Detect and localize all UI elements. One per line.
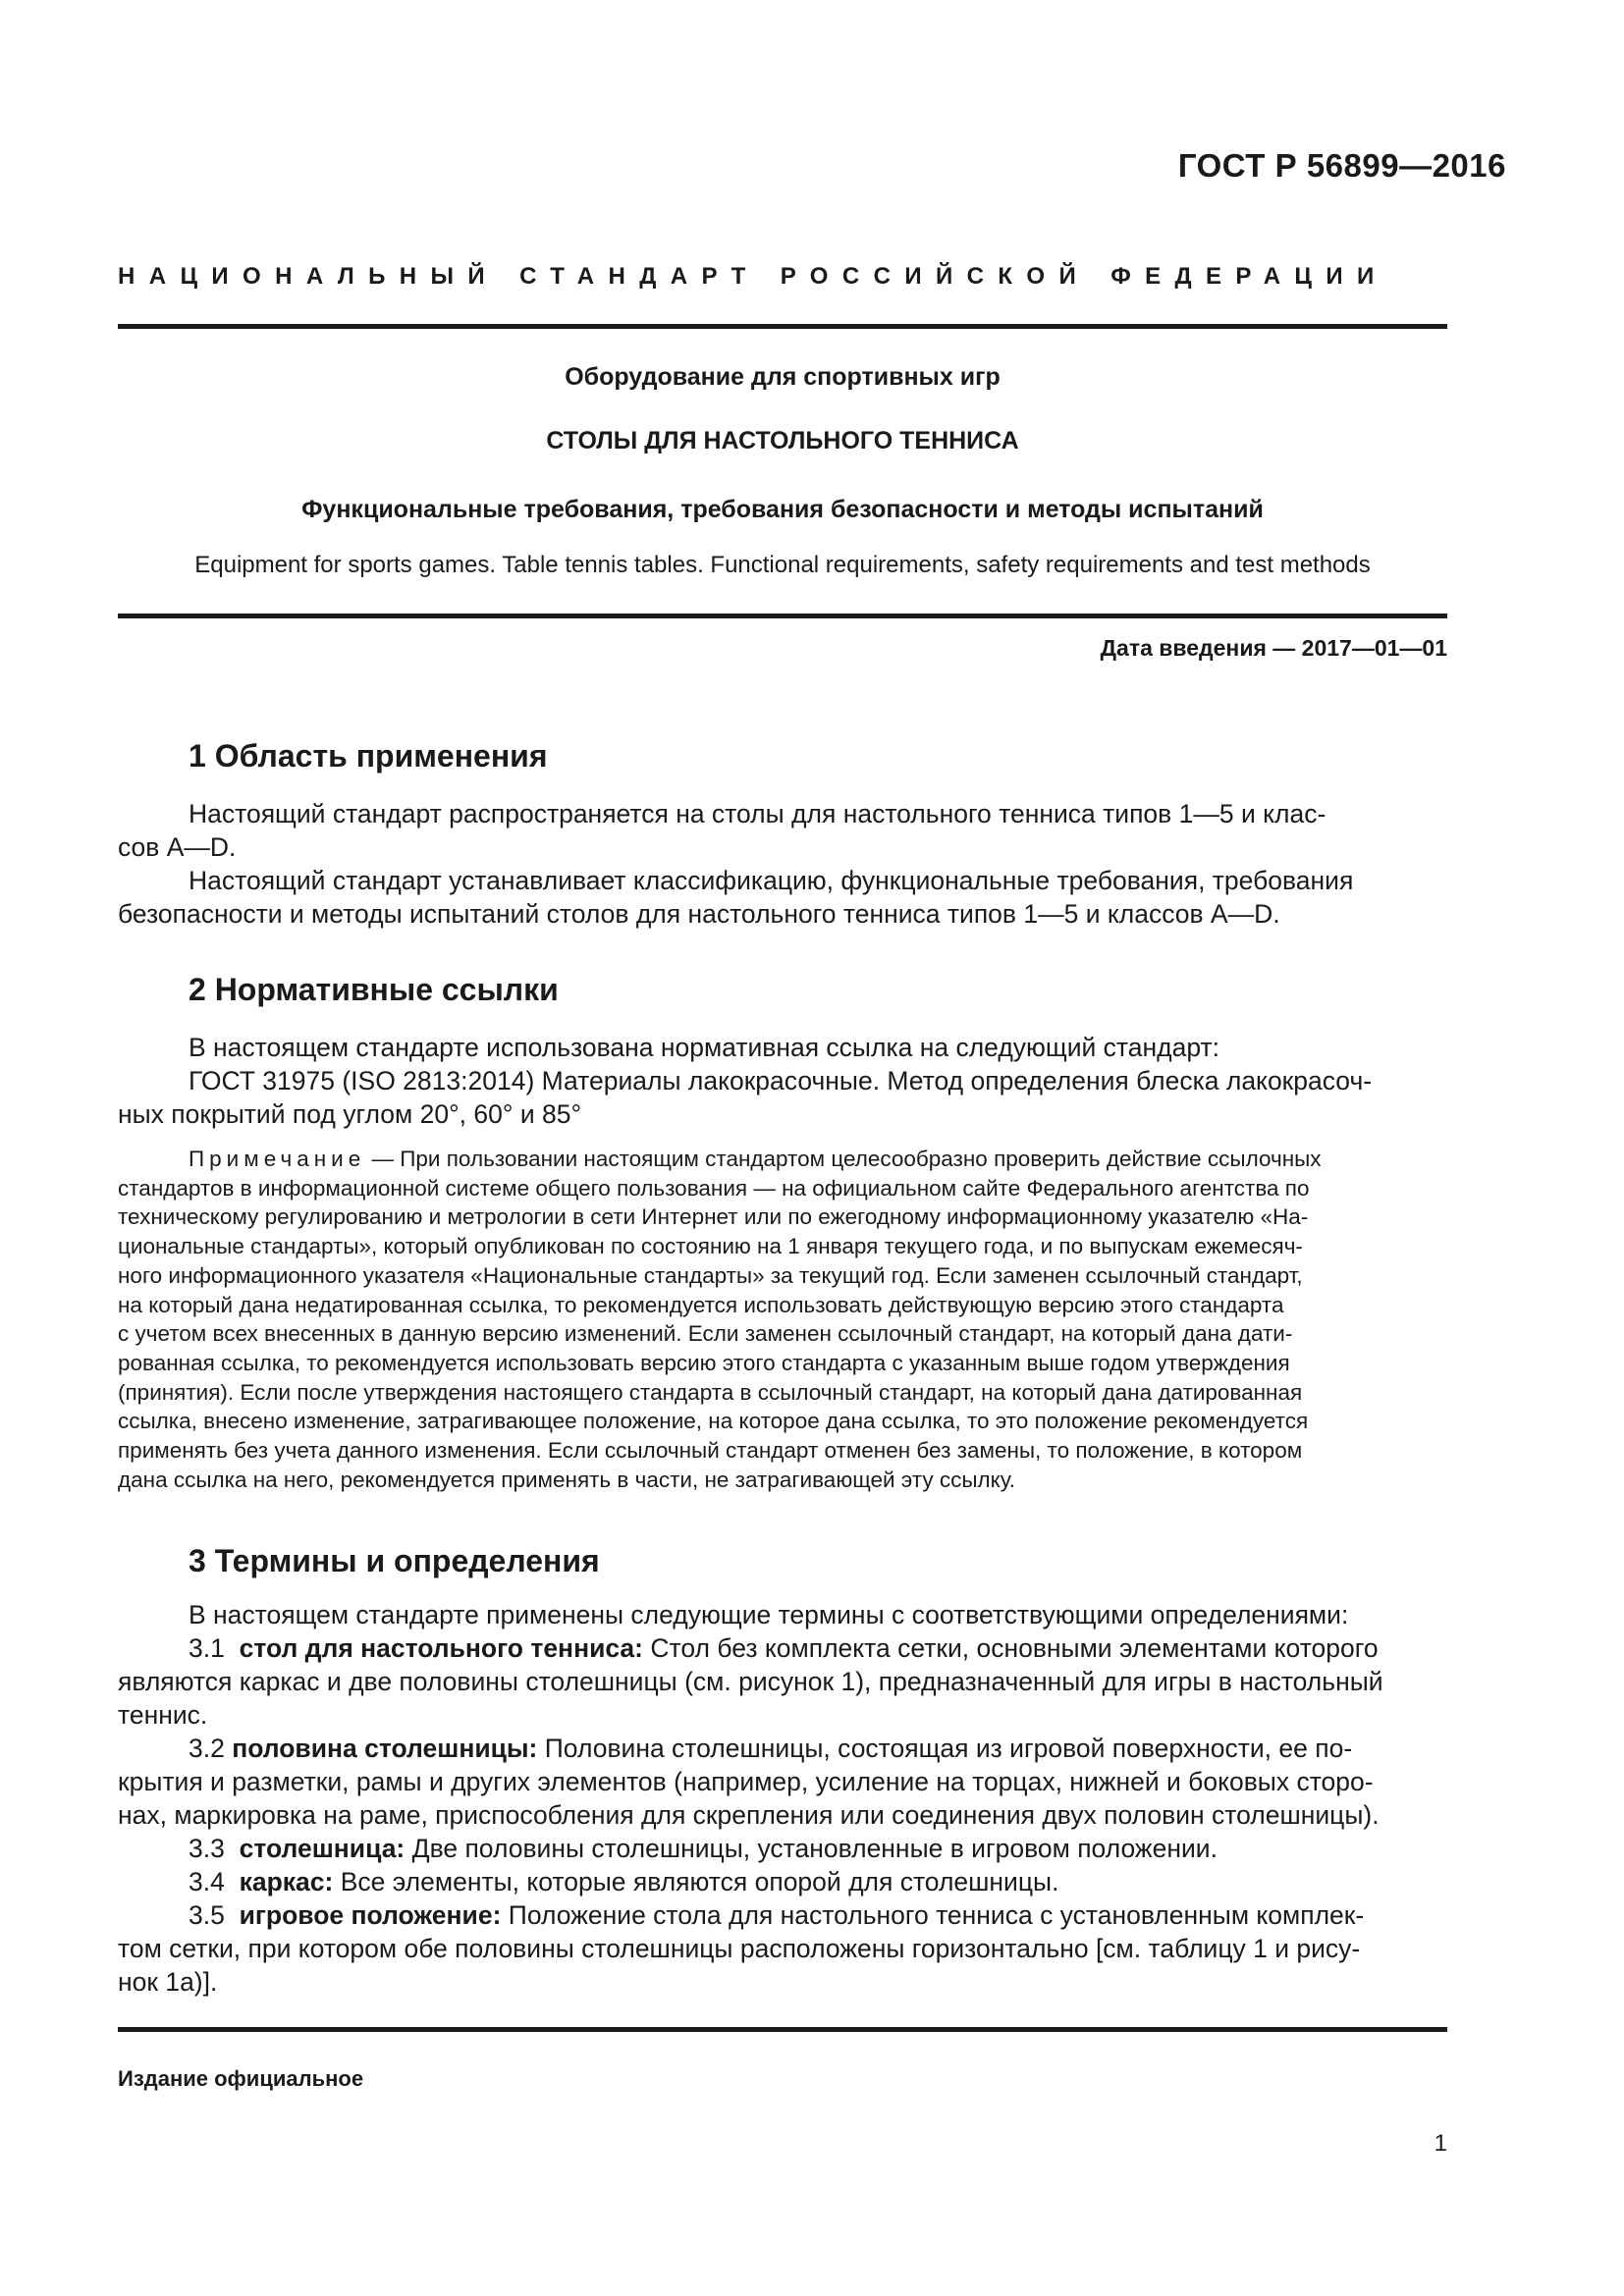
term-3-2: 3.2 половина столешницы: Половина столешницы, состоящая из игровой поверхности, ее по- крытия и разметки, рамы и других элементов (например, усиление на торцах, нижней и боковых сторо- нах, маркировка на раме, приспособления для скрепления или соединения двух половин столешницы). [118, 1734, 1380, 1830]
term-3-5: 3.5 игровое положение: Положение стола для настольного тенниса с установленным комплек- том сетки, при котором обе половины столешницы расположены горизонтально [см. таблицу 1 и рису- нок 1а)]. [118, 1900, 1365, 1997]
section-2-heading: 2 Нормативные ссылки [189, 972, 559, 1007]
section-1-paragraph-2: Настоящий стандарт устанавливает классификацию, функциональные требования, требования безопасности и методы испытаний столов для настольного тенниса типов 1—5 и классов A—D. [118, 866, 1354, 929]
section-3-intro: В настоящем стандарте применены следующие термины с соответствующими определениями: [189, 1600, 1349, 1629]
term-3-2-name: половина столешницы: [232, 1734, 538, 1763]
standard-code: ГОСТ Р 56899—2016 [1177, 147, 1506, 184]
header-rule [118, 324, 1447, 329]
national-standard-banner: НАЦИОНАЛЬНЫЙ СТАНДАРТ РОССИЙСКОЙ ФЕДЕРАЦИИ [118, 263, 1388, 290]
section-1-heading: 1 Область применения [189, 738, 548, 774]
section-2-note: Примечание — При пользовании настоящим стандартом целесообразно проверить действие ссылочных стандартов в информационной системе общего пользования — на официальном сайте Федерального агентства по техническому регулированию и метрологии в сети Интернет или по ежегодному информационному указателю «На- циональные стандарты», который опубликован по состоянию на 1 января текущего года, и по выпускам ежемесяч- ного информационного указателя «Национальные стандарты» за текущий год. Если заменен ссылочный стандарт, на который дана недатированная ссылка, то рекомендуется использовать действующую версию этого стандарта с учетом всех внесенных в данную версию изменений. Если заменен ссылочный стандарт, на который дана дати- рованная ссылка, то рекомендуется использовать версию этого стандарта с указанным выше годом утверждения (принятия). Если после утверждения настоящего стандарта в ссылочный стандарт, на который дана датированная ссылка, внесено изменение, затрагивающее положение, на которое дана ссылка, то это положение рекомендуется применять без учета данного изменения. Если ссылочный стандарт отменен без замены, то положение, в котором дана ссылка на него, рекомендуется применять в части, не затрагивающей эту ссылку. [118, 1147, 1322, 1492]
note-label: Примечание [189, 1147, 366, 1171]
title-line-3: Функциональные требования, требования безопасности и методы испытаний [301, 496, 1264, 523]
introduction-date: Дата введения — 2017—01—01 [1100, 635, 1447, 661]
term-3-1-name: стол для настольного тенниса: [239, 1633, 643, 1663]
term-3-4-name: каркас: [239, 1867, 334, 1896]
term-3-3: 3.3 столешница: Две половины столешницы, установленные в игровом положении. [189, 1834, 1218, 1863]
section-2-paragraph-1: В настоящем стандарте использована нормативная ссылка на следующий стандарт: [189, 1033, 1219, 1062]
section-3-heading: 3 Термины и определения [189, 1543, 600, 1578]
term-3-3-name: столешница: [239, 1834, 406, 1863]
section-1-paragraph-1: Настоящий стандарт распространяется на столы для настольного тенниса типов 1—5 и клас- сов A—D. [118, 799, 1326, 862]
title-english: Equipment for sports games. Table tennis tables. Functional requirements, safety requirements and test methods [194, 552, 1371, 578]
term-3-1: 3.1 стол для настольного тенниса: Стол без комплекта сетки, основными элементами которого являются каркас и две половины столешницы (см. рисунок 1), предназначенный для игры в настольный теннис. [118, 1633, 1383, 1730]
page-number: 1 [1434, 2130, 1447, 2157]
title-line-1: Оборудование для спортивных игр [565, 363, 1001, 391]
footer-rule [118, 2027, 1447, 2032]
section-2-reference: ГОСТ 31975 (ISO 2813:2014) Материалы лакокрасочные. Метод определения блеска лакокрасоч- ных покрытий под углом 20°, 60° и 85° [118, 1066, 1373, 1129]
term-3-4: 3.4 каркас: Все элементы, которые являются опорой для столешницы. [189, 1867, 1059, 1896]
official-edition-label: Издание официальное [118, 2066, 364, 2091]
term-3-5-name: игровое положение: [239, 1900, 502, 1930]
title-rule [118, 614, 1447, 618]
title-line-2: СТОЛЫ ДЛЯ НАСТОЛЬНОГО ТЕННИСА [546, 427, 1019, 454]
